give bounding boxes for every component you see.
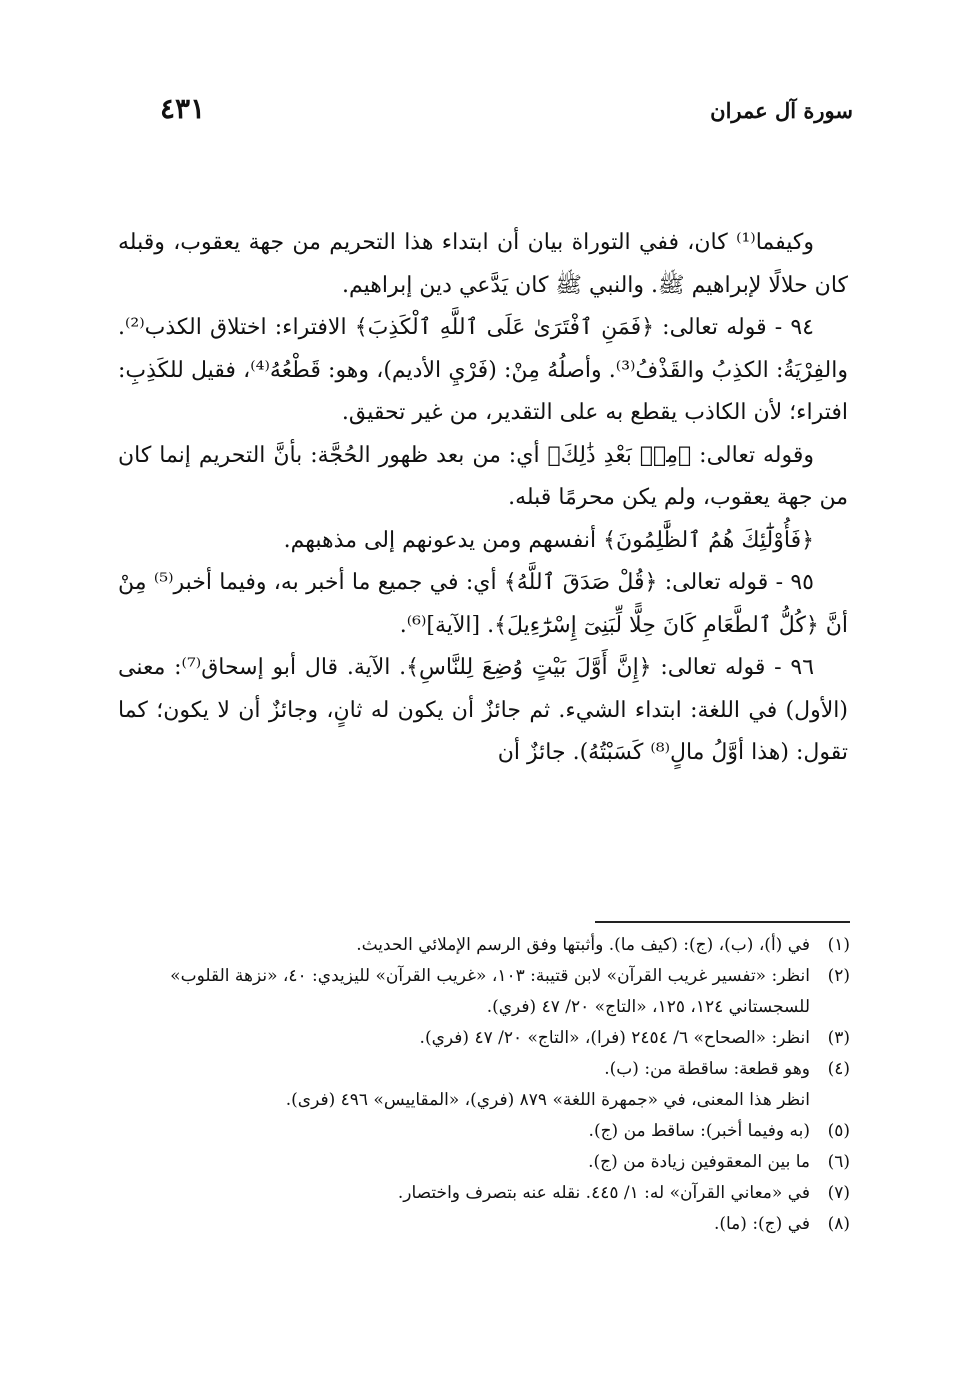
- footnote-separator: [595, 921, 850, 923]
- footnote: [150, 961, 850, 1023]
- footnote-number: (٧): [827, 1183, 850, 1203]
- footnote: [150, 1054, 850, 1116]
- footnote: [150, 1147, 850, 1178]
- footnote-number: (٣): [827, 1028, 850, 1048]
- footnote-text: (به وفيما أخبر): ساقط من (ج).: [588, 1121, 810, 1141]
- footnote-number: (٢): [827, 966, 850, 986]
- footnote: [150, 1023, 850, 1054]
- paragraph-1: وكيفما⁽¹⁾ كان، ففي التوراة بيان أن ابتداء هذا التحريم من جهة يعقوب، وقبله كان حلالًا لإبراهيم ﷺ. والنبي ﷺ كان يَدَّعي دين إبراهيم.: [118, 230, 848, 298]
- paragraph-verse-95: ٩٥ - قوله تعالى: ﴿قُلْ صَدَقَ ٱللَّهُ﴾ أي: في جميع ما أخبر به، وفيما أخبر⁽⁵⁾ مِنْ أنَّ ﴿كُلُّ ٱلطَّعَامِ كَانَ حِلًّا لِّبَنِىٓ إِسْرَٰٓءِيلَ﴾. [الآية]⁽⁶⁾.: [118, 570, 848, 638]
- footnote-number: (٦): [827, 1152, 850, 1172]
- footnote-number: (٨): [827, 1214, 850, 1234]
- footnote-text: وهو قطعة: ساقطة من: (ب).: [604, 1059, 810, 1079]
- surah-title: سورة آل عمران: [710, 98, 853, 123]
- paragraph-verse-94: ٩٤ - قوله تعالى: ﴿فَمَنِ ٱفْتَرَىٰ عَلَى ٱللَّهِ ٱلْكَذِبَ﴾ الافتراء: اختلاق الكذب⁽²⁾. والفِرْيَةُ: الكذِبُ والقَذْفُ⁽³⁾. وأصلُهُ مِنْ: (فَرْيِ الأديم)، وهو: قَطْعُهُ⁽⁴⁾، فقيل للكَذِبِ: افتراء؛ لأن الكاذب يقطع به على التقدير، من غير تحقيق.: [118, 315, 848, 425]
- paragraph-3: وقوله تعالى: ﴿مِنۢ بَعْدِ ذَٰلِكَ﴾ أي: من بعد ظهور الحُجَّة: بأنَّ التحريم إنما كان من جهة يعقوب، ولم يكن محرمًا قبله.: [118, 442, 848, 510]
- footnote-number: (٥): [827, 1121, 850, 1141]
- footnote-continuation: انظر هذا المعنى، في «جمهرة اللغة» ٨٧٩ (فري)، «المقاييس» ٤٩٦ (فرى).: [285, 1090, 810, 1110]
- footnote-text: في (ج): (ما).: [713, 1214, 810, 1234]
- footnotes: [150, 930, 850, 1240]
- footnote-number: (١): [827, 935, 850, 955]
- footnote-text: في (أ)، (ب)، (ج): (كيف ما). وأثبتها وفق الرسم الإملائي الحديث.: [356, 935, 810, 955]
- paragraph-verse-96: ٩٦ - قوله تعالى: ﴿إِنَّ أَوَّلَ بَيْتٍ وُضِعَ لِلنَّاسِ﴾. الآية. قال أبو إسحاق⁽⁷⁾: معنى (الأول) في اللغة: ابتداء الشيء. ثم جائزٌ أن يكون له ثانٍ، وجائزٌ أن لا يكون؛ كما تقول: (هذا أوَّلُ مالٍ⁽⁸⁾ كَسَبْتُهُ). جائزٌ أن: [118, 655, 848, 765]
- page-number: ٤٣١: [160, 92, 206, 125]
- footnote-text: انظر: «الصحاح» ٦/ ٢٤٥٤ (فرا)، «التاج» ٢٠/ ٤٧ (فري).: [419, 1028, 810, 1048]
- footnote-text: انظر: «تفسير غريب القرآن» لابن قتيبة: ١٠٣، «غريب القرآن» لليزيدي: ٤٠، «نزهة القلوب» للسجستاني ١٢٤، ١٢٥، «التاج» ٢٠/ ٤٧ (فري).: [170, 966, 810, 1017]
- footnote: [150, 930, 850, 961]
- running-head: [160, 92, 853, 138]
- footnote: [150, 1209, 850, 1240]
- main-text: [118, 222, 848, 775]
- footnote-text: في «معاني القرآن» له: ١/ ٤٤٥. نقله عنه بتصرف واختصار.: [397, 1183, 810, 1203]
- footnote-text: ما بين المعقوفين زيادة من (ج).: [588, 1152, 810, 1172]
- footnote-number: (٤): [827, 1059, 850, 1079]
- footnote: [150, 1116, 850, 1147]
- footnote: [150, 1178, 850, 1209]
- paragraph-4: ﴿فَأُوْلَٰٓئِكَ هُمُ ٱلظَّٰلِمُونَ﴾ أنفسهم ومن يدعونهم إلى مذهبهم.: [283, 527, 814, 553]
